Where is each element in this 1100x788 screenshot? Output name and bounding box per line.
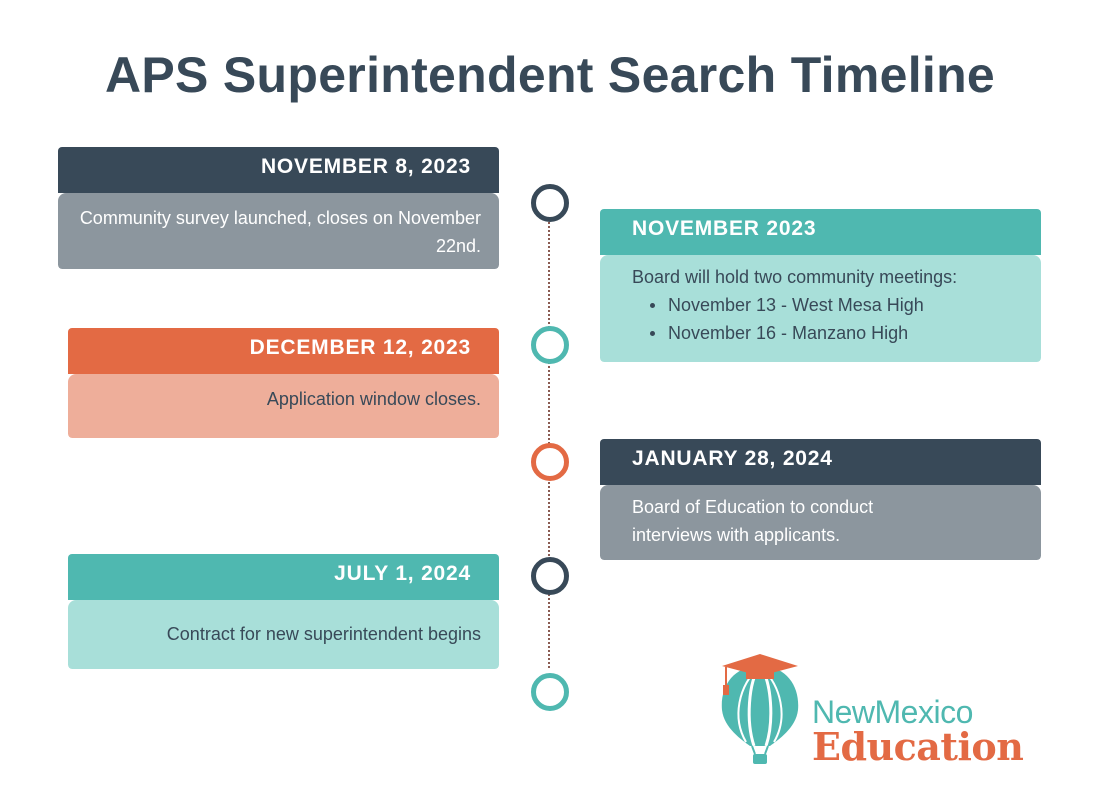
event-card-dec-12 bbox=[68, 328, 499, 438]
list-item: November 16 - Manzano High bbox=[668, 319, 1021, 347]
logo-text-newmexico: NewMexico bbox=[812, 694, 973, 730]
event-description bbox=[600, 255, 1041, 362]
event-card-jul-1 bbox=[68, 554, 499, 669]
timeline-node-4 bbox=[531, 557, 569, 595]
logo bbox=[708, 652, 1024, 772]
page-title: APS Superintendent Search Timeline bbox=[104, 47, 996, 103]
event-card-nov-2023 bbox=[600, 209, 1041, 362]
event-description: Community survey launched, closes on November 22nd. bbox=[58, 193, 499, 269]
event-description: Contract for new superintendent begins bbox=[68, 600, 499, 669]
event-description: Board of Education to conduct interviews with applicants. bbox=[600, 485, 1041, 560]
event-date: JULY 1, 2024 bbox=[68, 554, 499, 600]
event-date: JANUARY 28, 2024 bbox=[600, 439, 1041, 485]
event-card-nov-8 bbox=[58, 147, 499, 269]
event-text: Board will hold two community meetings: bbox=[632, 267, 958, 287]
logo-text-education: Education bbox=[812, 724, 1024, 769]
event-card-jan-28 bbox=[600, 439, 1041, 560]
event-date: DECEMBER 12, 2023 bbox=[68, 328, 499, 374]
event-date: NOVEMBER 2023 bbox=[600, 209, 1041, 255]
event-date: NOVEMBER 8, 2023 bbox=[58, 147, 499, 193]
event-description: Application window closes. bbox=[68, 374, 499, 438]
timeline-node-1 bbox=[531, 184, 569, 222]
timeline-node-2 bbox=[531, 326, 569, 364]
balloon-graduation-cap-icon bbox=[708, 652, 812, 768]
timeline-node-3 bbox=[531, 443, 569, 481]
timeline-node-5 bbox=[531, 673, 569, 711]
meeting-list bbox=[632, 291, 1021, 347]
list-item: November 13 - West Mesa High bbox=[668, 291, 1021, 319]
